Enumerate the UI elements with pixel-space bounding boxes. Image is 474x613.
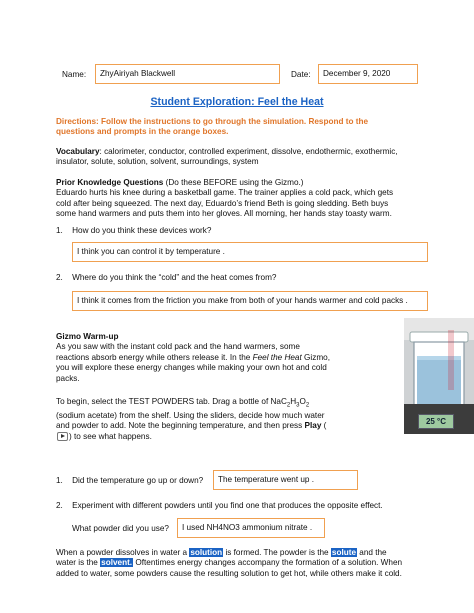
- warmup-heading: Gizmo Warm-up: [56, 332, 119, 341]
- prior-line-1: Eduardo hurts his knee during a basketball game. The trainer applies a cold pack, which gets: [56, 188, 394, 198]
- sub-3: 3: [296, 402, 300, 409]
- formula-h: H: [290, 397, 297, 406]
- term-solution: solution: [190, 548, 223, 557]
- question-1-number: 1.: [56, 226, 63, 235]
- warmup-section: [56, 332, 396, 384]
- directions: [56, 117, 368, 138]
- warmup-answer-1-field[interactable]: The temperature went up .: [213, 470, 358, 490]
- warmup-answer-2-field[interactable]: I used NH4NO3 ammonium nitrate .: [177, 518, 325, 538]
- play-icon: [57, 432, 68, 441]
- warmup-line-2: reactions absorb energy while others release it. In the: [56, 352, 253, 362]
- warmup-question-2: [56, 501, 383, 511]
- question-2-number: 2.: [56, 273, 63, 282]
- closing-line-2a: water is the: [56, 558, 101, 568]
- instr-line-4: ) to see what happens.: [69, 431, 152, 441]
- page-title: Student Exploration: Feel the Heat: [150, 96, 324, 108]
- directions-line-2: questions and prompts in the orange boxes.: [56, 127, 229, 137]
- warmup-question-2b-text: What powder did you use?: [72, 524, 169, 533]
- term-solute: solute: [331, 548, 357, 557]
- vocabulary-line-1: : calorimeter, conductor, controlled experiment, dissolve, endothermic, exothermic,: [99, 147, 398, 156]
- question-2-text: Where do you think the “cold” and the heat comes from?: [72, 273, 277, 282]
- prior-heading-rest: (Do these BEFORE using the Gizmo.): [163, 178, 304, 187]
- warmup-question-1-text: Did the temperature go up or down?: [72, 476, 204, 485]
- answer-1-field[interactable]: I think you can control it by temperature .: [72, 242, 428, 262]
- warmup-instructions: [56, 397, 396, 442]
- warmup-line-1: As you saw with the instant cold pack and the hand warmers, some: [56, 342, 300, 352]
- warmup-question-1: [56, 476, 203, 486]
- instr-line-3: and powder to add. Note the beginning temperature, and then press: [56, 421, 305, 431]
- closing-line-3: added to water, some powders cause the resulting solution to get hot, while others make it cold.: [56, 568, 402, 578]
- term-solvent: solvent.: [101, 558, 133, 568]
- warmup-question-2-number: 2.: [56, 501, 63, 510]
- instr-line-1: To begin, select the TEST POWDERS tab. Drag a bottle of NaC: [56, 397, 287, 406]
- instr-paren: (: [321, 421, 327, 431]
- vocabulary-line-2: insulator, solute, solution, solvent, surroundings, system: [56, 157, 259, 167]
- question-1-text: How do you think these devices work?: [72, 226, 212, 235]
- prior-heading: Prior Knowledge Questions: [56, 178, 164, 187]
- name-field[interactable]: ZhyAiriyah Blackwell: [95, 64, 280, 84]
- closing-line-1a: When a powder dissolves in water a: [56, 548, 190, 557]
- sub-2b: 2: [305, 402, 310, 409]
- warmup-question-1-number: 1.: [56, 476, 63, 485]
- vocabulary: [56, 147, 398, 168]
- closing-line-1c: and the: [357, 548, 387, 557]
- sub-2a: 2: [286, 402, 291, 409]
- date-field[interactable]: December 9, 2020: [318, 64, 418, 84]
- warmup-question-2-text: Experiment with different powders until you find one that produces the opposite effect.: [72, 501, 383, 510]
- play-word: Play: [304, 421, 322, 431]
- instr-line-2: (sodium acetate) from the shelf. Using the sliders, decide how much water: [56, 411, 325, 421]
- name-label: Name:: [62, 70, 87, 79]
- question-2: [56, 273, 276, 283]
- date-label: Date:: [291, 70, 311, 79]
- question-1: [56, 226, 211, 236]
- prior-line-2: cold after being squeezed. The next day, Eduardo’s friend Beth is going sledding. Beth buys: [56, 198, 389, 208]
- thermometer-readout: 25 °C: [418, 414, 454, 429]
- answer-2-field[interactable]: I think it comes from the friction you make from both of your hands warmer and cold packs .: [72, 291, 428, 311]
- closing-paragraph: [56, 548, 424, 579]
- warmup-line-2-end: Gizmo,: [301, 352, 330, 362]
- vocabulary-label: Vocabulary: [56, 147, 100, 156]
- gizmo-beaker-image: [404, 318, 474, 434]
- formula-o: O: [299, 397, 306, 406]
- prior-line-3: some hand warmers and puts them into her gloves. All morning, her hands stay toasty warm.: [56, 209, 392, 219]
- directions-line-1: Directions: Follow the instructions to go through the simulation. Respond to the: [56, 117, 369, 126]
- warmup-line-3: you will explore these energy changes while making your own hot and cold: [56, 363, 327, 373]
- warmup-line-4: packs.: [56, 373, 80, 383]
- prior-knowledge: [56, 178, 393, 220]
- warmup-gizmo-name: Feel the Heat: [252, 352, 302, 362]
- closing-line-1b: is formed. The powder is the: [223, 548, 331, 557]
- closing-line-2b: Oftentimes energy changes accompany the formation of a solution. When: [133, 558, 403, 568]
